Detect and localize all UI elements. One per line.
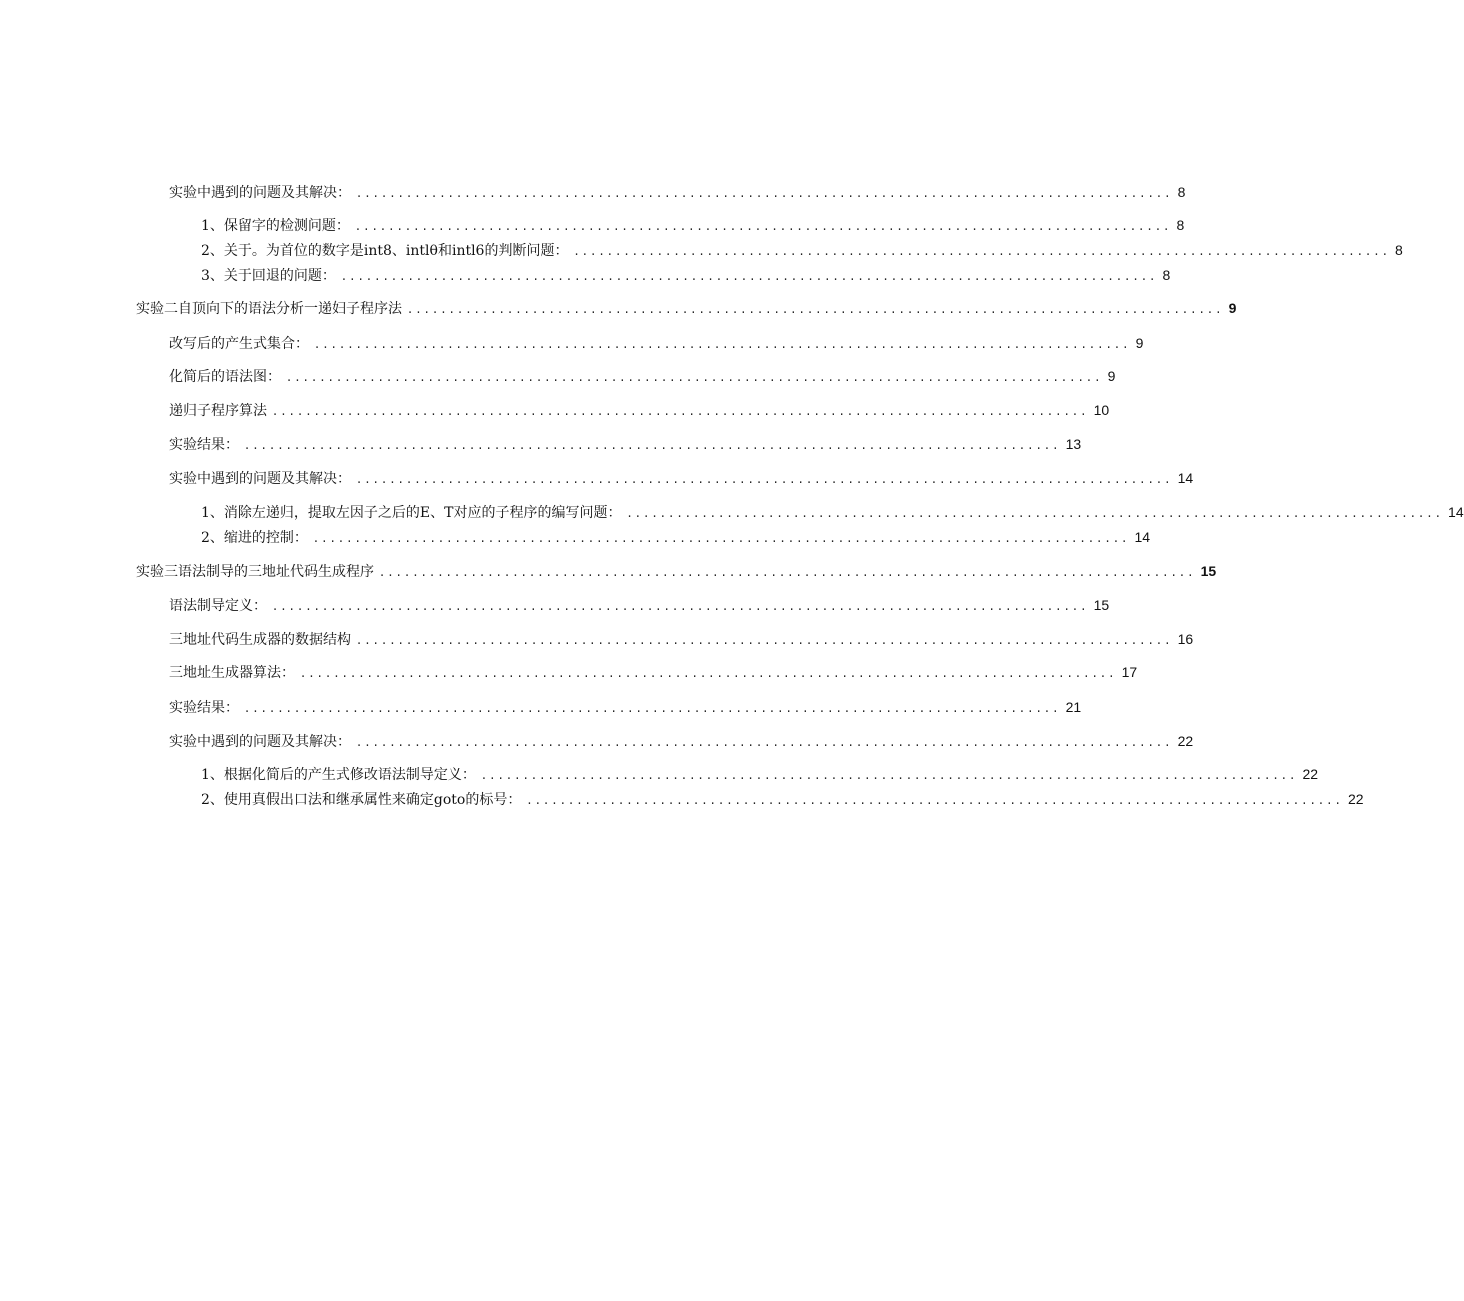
toc-entry-page: 22 — [1177, 733, 1194, 749]
toc-entry-page: 8 — [1162, 267, 1171, 283]
toc-entry[interactable] — [169, 596, 1110, 614]
toc-entry[interactable] — [169, 469, 1194, 487]
toc-entry-page: 9 — [1135, 335, 1144, 351]
toc-entry-page: 14 — [1177, 470, 1194, 486]
toc-entry-page: 17 — [1121, 664, 1138, 680]
toc-entry[interactable] — [169, 367, 1116, 385]
toc-dot-leader: .................................................................................................. — [380, 565, 1197, 580]
toc-dot-leader: .................................................................................................. — [357, 472, 1174, 487]
toc-entry-title: 实验中遇到的问题及其解决： — [169, 471, 351, 487]
toc-entry[interactable] — [201, 266, 1171, 284]
toc-entry-page: 22 — [1347, 791, 1364, 807]
toc-dot-leader: .................................................................................................. — [357, 735, 1174, 750]
toc-entry[interactable] — [201, 503, 1464, 521]
toc-entry-title: 实验二自顶向下的语法分析一递妇子程序法 — [136, 301, 402, 317]
toc-dot-leader: .................................................................................................. — [481, 768, 1299, 783]
toc-entry-title: 1、保留字的检测问题： — [201, 218, 350, 234]
toc-entry-page: 10 — [1093, 402, 1110, 418]
toc-entry-page: 9 — [1107, 368, 1116, 384]
toc-entry[interactable] — [201, 790, 1364, 808]
toc-entry[interactable] — [136, 299, 1237, 317]
toc-entry-title: 三地址生成器算法： — [169, 665, 295, 681]
toc-entry-title: 实验三语法制导的三地址代码生成程序 — [136, 564, 374, 580]
toc-entry[interactable] — [201, 216, 1185, 234]
toc-entry[interactable] — [169, 401, 1110, 419]
toc-entry-page: 8 — [1176, 217, 1185, 233]
toc-entry-title: 三地址代码生成器的数据结构 — [169, 632, 351, 648]
toc-entry-page: 15 — [1200, 563, 1217, 579]
toc-entry[interactable] — [201, 241, 1403, 259]
toc-entry-page: 8 — [1395, 242, 1403, 258]
toc-entry-title: 2、使用真假出口法和继承属性来确定goto的标号： — [201, 792, 522, 808]
toc-dot-leader: .................................................................................................. — [315, 337, 1132, 352]
toc-dot-leader: .................................................................................................. — [355, 219, 1173, 234]
toc-dot-leader: .................................................................................................. — [287, 370, 1104, 385]
toc-entry-page: 16 — [1177, 631, 1194, 647]
toc-dot-leader: .................................................................................................. — [527, 793, 1344, 808]
toc-entry[interactable] — [201, 765, 1319, 783]
toc-dot-leader: .................................................................................................. — [357, 633, 1174, 648]
toc-entry[interactable] — [169, 630, 1194, 648]
toc-dot-leader: .................................................................................................. — [273, 599, 1090, 614]
toc-dot-leader: .................................................................................................. — [357, 186, 1174, 201]
toc-entry-title: 递归子程序算法 — [169, 403, 267, 419]
toc-entry[interactable] — [169, 698, 1082, 716]
toc-entry-page: 14 — [1134, 529, 1151, 545]
toc-entry[interactable] — [169, 663, 1138, 681]
toc-dot-leader: .................................................................................................. — [245, 701, 1062, 716]
toc-entry[interactable] — [201, 528, 1151, 546]
toc-entry-page: 13 — [1065, 436, 1082, 452]
toc-entry[interactable] — [169, 183, 1186, 201]
toc-entry-page: 22 — [1302, 766, 1319, 782]
toc-entry-title: 1、根据化简后的产生式修改语法制导定义： — [201, 767, 476, 783]
toc-entry-title: 2、关于。为首位的数字是int8、intlθ和intl6的判断问题： — [201, 243, 569, 259]
toc-entry-page: 21 — [1065, 699, 1082, 715]
toc-entry-title: 化简后的语法图： — [169, 369, 281, 385]
toc-entry-title: 实验中遇到的问题及其解决： — [169, 185, 351, 201]
toc-entry-page: 15 — [1093, 597, 1110, 613]
toc-dot-leader: .................................................................................................. — [574, 244, 1392, 259]
toc-entry[interactable] — [136, 562, 1217, 580]
toc-dot-leader: .................................................................................................. — [313, 531, 1131, 546]
toc-entry-title: 语法制导定义： — [169, 598, 267, 614]
toc-entry[interactable] — [169, 732, 1194, 750]
toc-entry-page: 8 — [1177, 184, 1186, 200]
toc-entry-title: 实验结果： — [169, 700, 239, 716]
toc-dot-leader: .................................................................................................. — [301, 666, 1118, 681]
toc-entry[interactable] — [169, 334, 1144, 352]
toc-entry-page: 9 — [1228, 300, 1237, 316]
toc-dot-leader: .................................................................................................. — [627, 506, 1445, 521]
toc-entry-title: 1、消除左递归，提取左因子之后的E、T对应的子程序的编写问题： — [201, 505, 622, 521]
toc-entry-title: 2、缩进的控制： — [201, 530, 308, 546]
toc-entry-title: 改写后的产生式集合： — [169, 336, 309, 352]
toc-dot-leader: .................................................................................................. — [408, 302, 1225, 317]
toc-dot-leader: .................................................................................................. — [341, 269, 1159, 284]
toc-entry-title: 实验中遇到的问题及其解决： — [169, 734, 351, 750]
toc-entry-page: 14 — [1448, 504, 1464, 520]
toc-entry[interactable] — [169, 435, 1082, 453]
toc-dot-leader: .................................................................................................. — [273, 404, 1090, 419]
toc-entry-title: 3、关于回退的问题： — [201, 268, 336, 284]
toc-entry-title: 实验结果： — [169, 437, 239, 453]
toc-dot-leader: .................................................................................................. — [245, 438, 1062, 453]
